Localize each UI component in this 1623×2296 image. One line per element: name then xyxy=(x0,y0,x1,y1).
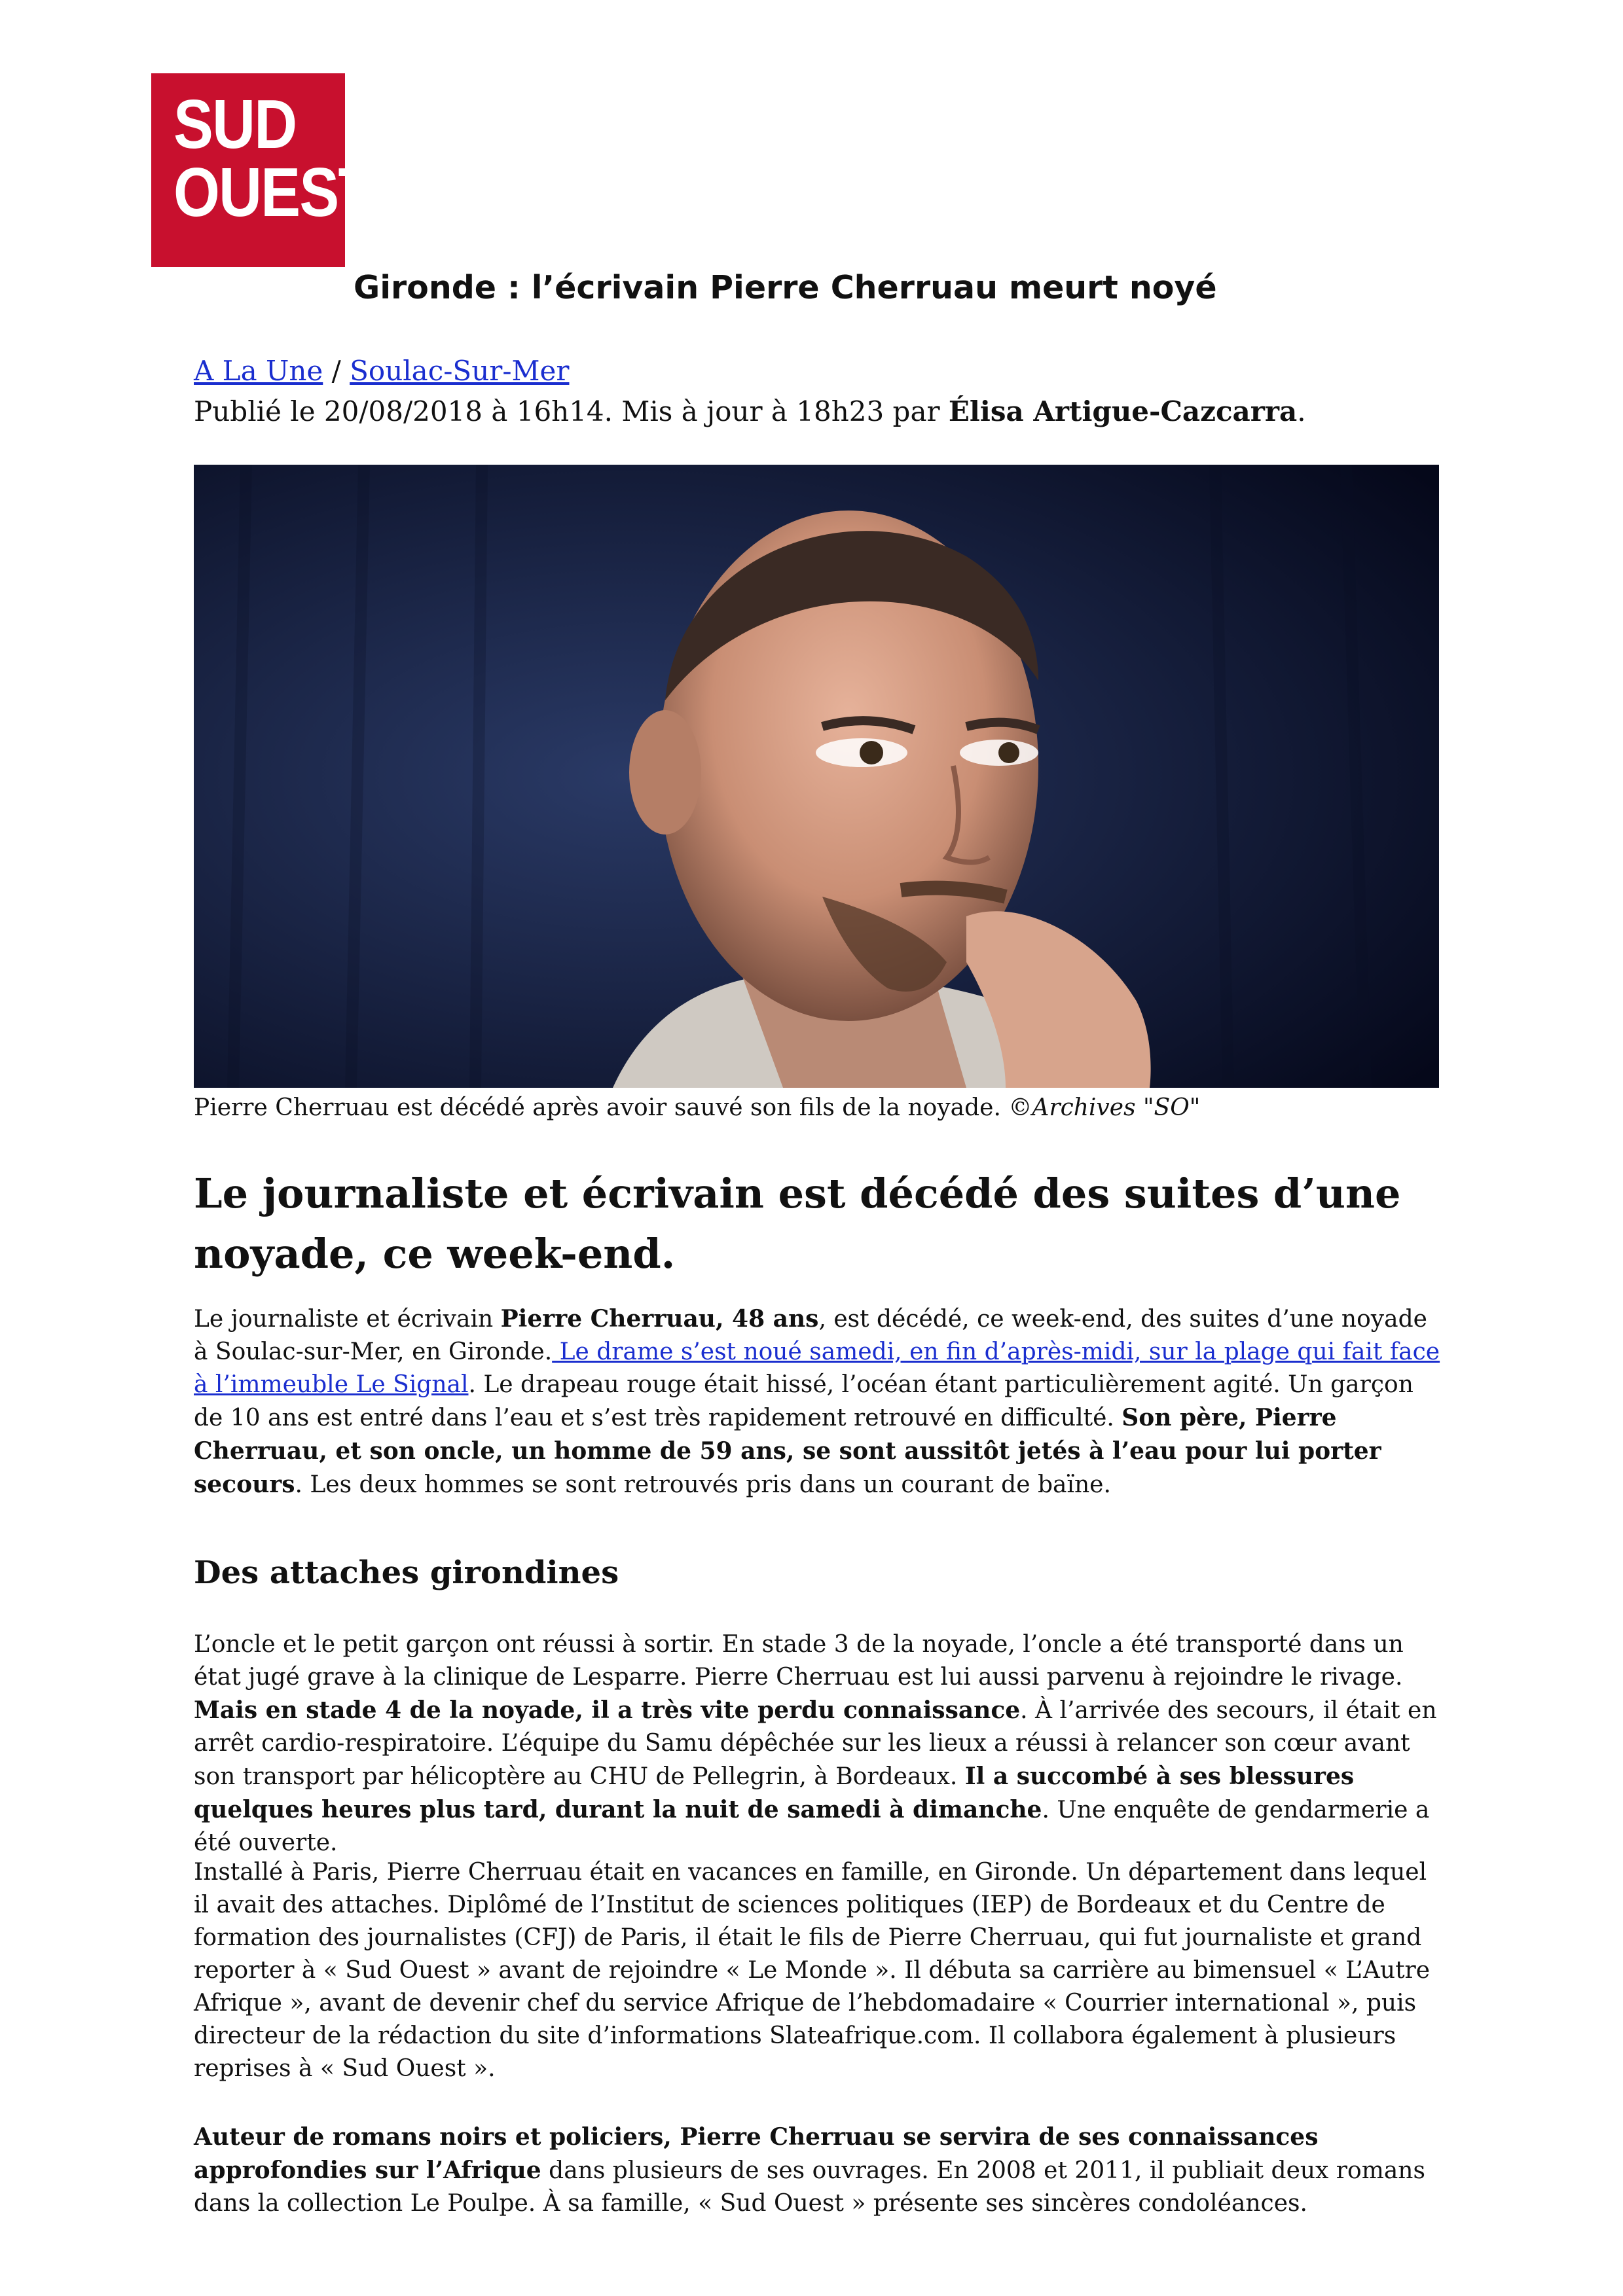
p1-text-2: , est décédé, ce week-end, des suites d’une noyade à Soulac-sur-Mer, en Gironde. xyxy=(194,1306,1427,1365)
byline-prefix: Publié le 20/08/2018 à 16h14. Mis à jour à 18h23 par xyxy=(194,395,949,427)
photo-caption xyxy=(194,1090,1200,1126)
breadcrumb-section-link[interactable]: A La Une xyxy=(194,355,323,387)
le-signal-article-link[interactable]: Le drame s’est noué samedi, en fin d’après-midi, sur la plage qui fait face à l’immeuble Le Signal xyxy=(194,1338,1440,1398)
p1-text-3: . Le drapeau rouge était hissé, l’océan étant particulièrement agité. Un garçon de 10 ans est entré dans l’eau et s’est très rapidement retrouvé en difficulté. xyxy=(194,1371,1413,1431)
caption-text: Pierre Cherruau est décédé après avoir sauvé son fils de la noyade. xyxy=(194,1094,1009,1121)
byline xyxy=(194,391,1306,432)
p1-text-1: Le journaliste et écrivain xyxy=(194,1306,501,1333)
p1-bold-1: Pierre Cherruau, 48 ans xyxy=(500,1305,819,1333)
p2-bold-1: Mais en stade 4 de la noyade, il a très vite perdu connaissance xyxy=(194,1696,1021,1724)
logo-line-2: OUEST xyxy=(173,154,374,231)
p4-bold-1: Auteur de romans noirs et policiers, Pierre Cherruau se servira de ses connaissances approfondies sur l’Afrique xyxy=(194,2123,1319,2184)
portrait-illustration xyxy=(194,465,1439,1088)
breadcrumb-location-link[interactable]: Soulac-Sur-Mer xyxy=(350,355,570,387)
sud-ouest-logo[interactable] xyxy=(151,73,374,267)
article-title: Gironde : l’écrivain Pierre Cherruau meurt noyé xyxy=(354,269,1217,306)
logo-line-1: SUD xyxy=(173,86,297,163)
article-standfirst: Le journaliste et écrivain est décédé des suites d’une noyade, ce week-end. xyxy=(194,1170,1401,1278)
p1-bold-2: Son père, Pierre Cherruau, et son oncle, un homme de 59 ans, se sont aussitôt jetés à l’eau pour lui porter secours xyxy=(194,1404,1381,1498)
paragraph-4 xyxy=(194,2121,1444,2220)
p1-text-4: . Les deux hommes se sont retrouvés pris dans un courant de baïne. xyxy=(295,1471,1111,1498)
article-photo xyxy=(194,465,1439,1088)
p2-text-1: L’oncle et le petit garçon ont réussi à sortir. En stade 3 de la noyade, l’oncle a été transporté dans un état jugé grave à la clinique de Lesparre. Pierre Cherruau est lui aussi parvenu à rejoindre le rivage. xyxy=(194,1631,1404,1691)
breadcrumb-separator: / xyxy=(331,355,341,387)
p2-text-2: . À l’arrivée des secours, il était en arrêt cardio-respiratoire. L’équipe du Samu dépêchée sur les lieux a réussi à relancer son cœur avant son transport par hélicoptère au CHU de Pellegrin, à Bordeaux. xyxy=(194,1697,1437,1790)
paragraph-1 xyxy=(194,1302,1444,1501)
byline-author: Élisa Artigue-Cazcarra xyxy=(948,395,1298,427)
p2-bold-2: Il a succombé à ses blessures quelques heures plus tard, durant la nuit de samedi à dimanche xyxy=(194,1763,1355,1823)
paragraph-3: Installé à Paris, Pierre Cherruau était en vacances en famille, en Gironde. Un département dans lequel il avait des attaches. Diplômé de l’Institut de sciences politiques (IEP) de Bordeaux et du Centre de formation des journalistes (CFJ) de Paris, il était le fils de Pierre Cherruau, qui fut journaliste et grand reporter à « Sud Ouest » avant de rejoindre « Le Monde ». Il débuta sa carrière au bimensuel « L’Autre Afrique », avant de devenir chef du service Afrique de l’hebdomadaire « Courrier international », puis directeur de la rédaction du site d’informations Slateafrique.com. Il collabora également à plusieurs reprises à « Sud Ouest ». xyxy=(194,1859,1431,2082)
article-meta xyxy=(194,351,1306,432)
section-subhead: Des attaches girondines xyxy=(194,1554,619,1591)
p4-text-1: dans plusieurs de ses ouvrages. En 2008 et 2011, il publiait deux romans dans la collection Le Poulpe. À sa famille, « Sud Ouest » présente ses sincères condoléances. xyxy=(194,2157,1425,2217)
photo-credit: ©Archives "SO" xyxy=(1008,1094,1201,1121)
paragraph-2 xyxy=(194,1628,1444,1859)
p2-text-3: . Une enquête de gendarmerie a été ouverte. xyxy=(194,1797,1430,1856)
breadcrumb xyxy=(194,351,1306,391)
byline-suffix: . xyxy=(1297,395,1306,427)
